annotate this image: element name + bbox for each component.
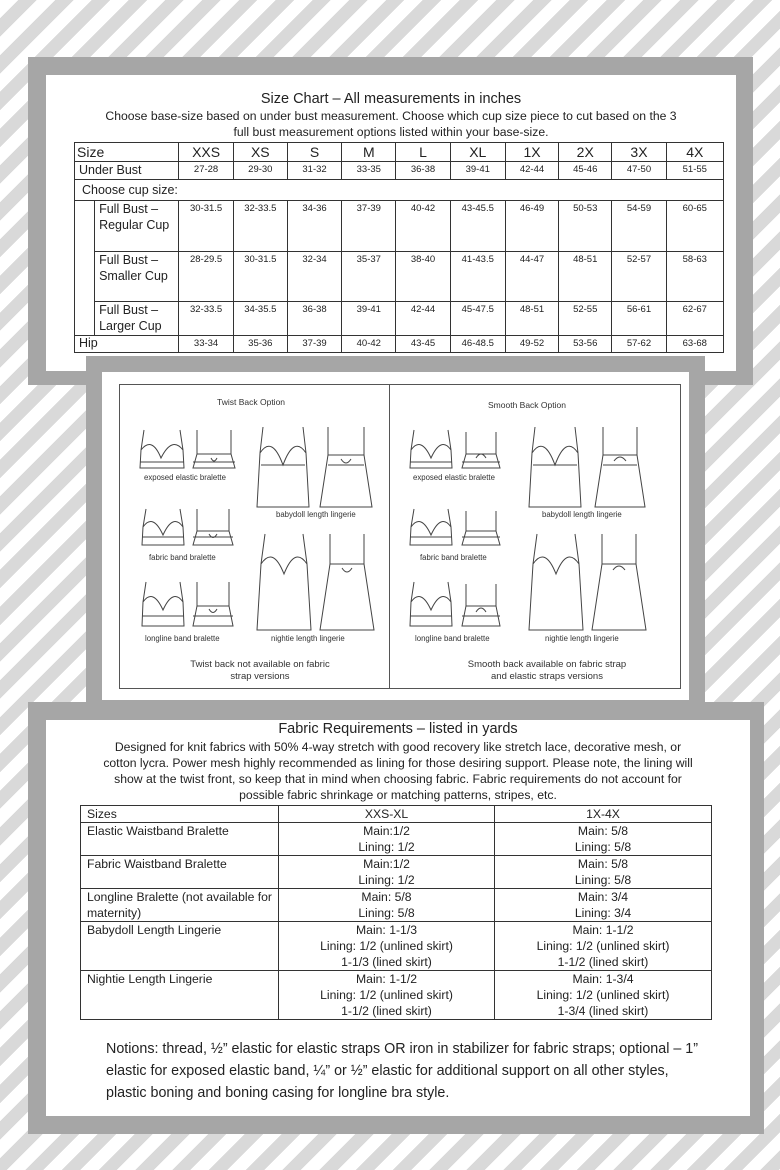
fabric-line: Lining: 1/2 (unlined skirt) [320, 988, 453, 1002]
hip-label: Hip [75, 336, 179, 353]
table-cell: 30-31.5 [179, 201, 233, 252]
table-cell: 32-33.5 [233, 201, 287, 252]
smooth-back-title: Smooth Back Option [488, 400, 566, 410]
fabric-line: Lining: 5/8 [574, 840, 632, 854]
table-cell: 37-39 [287, 336, 341, 353]
table-cell: 31-32 [287, 162, 341, 180]
fabric-row-name: Longline Bralette (not available for maternity) [81, 889, 279, 922]
fabric-line: Main: 5/8 [577, 824, 629, 838]
fabric-cell-plus [495, 971, 712, 1020]
fabric-line: Lining: 5/8 [358, 906, 415, 920]
smooth-elastic-label: exposed elastic bralette [413, 473, 495, 482]
smooth-elastic-bralette-front [408, 428, 454, 470]
fabric-cell-small [279, 922, 495, 971]
larger-cup-label: Full Bust – Larger Cup [95, 302, 179, 336]
table-cell: 63-68 [666, 336, 723, 353]
table-cell: 29-30 [233, 162, 287, 180]
table-cell: 30-31.5 [233, 252, 287, 302]
fabric-line: Main:1/2 [363, 857, 410, 871]
indent-cell [75, 201, 95, 336]
under-bust-label: Under Bust [75, 162, 179, 180]
fabric-cell-plus [495, 856, 712, 889]
choose-cup-row [75, 180, 724, 201]
fabric-header-xxs-xl: XXS-XL [279, 806, 495, 823]
fabric-cell-plus [495, 922, 712, 971]
fabric-line: Main: 5/8 [577, 857, 629, 871]
table-cell: 49-52 [505, 336, 558, 353]
table-cell: 33-35 [342, 162, 396, 180]
size-cell: 2X [559, 143, 612, 162]
size-chart-subtitle: Choose base-size based on under bust measurement. Choose which cup size piece to cut based on the 3 full bust measurement options listed within your base-size. [105, 109, 677, 139]
table-cell: 45-46 [559, 162, 612, 180]
table-cell: 43-45 [396, 336, 450, 353]
fabric-line: Lining: 1/2 [358, 840, 415, 854]
fabric-row-name: Fabric Waistband Bralette [81, 856, 279, 889]
fabric-row-band [81, 856, 712, 889]
fabric-line: Lining: 1/2 (unlined skirt) [320, 939, 453, 953]
choose-cup-label: Choose cup size: [75, 180, 724, 201]
table-cell: 48-51 [505, 302, 558, 336]
fabric-table [80, 805, 712, 1020]
table-cell: 48-51 [559, 252, 612, 302]
size-cell: S [287, 143, 341, 162]
twist-longline-bralette-front [140, 580, 186, 628]
smooth-nightie-label: nightie length lingerie [545, 634, 619, 643]
table-cell: 36-38 [287, 302, 341, 336]
table-cell: 53-56 [559, 336, 612, 353]
smooth-nightie-front [527, 532, 585, 632]
table-cell: 56-61 [612, 302, 666, 336]
fabric-line: Main: 1-1/3 [356, 923, 417, 937]
table-cell: 35-37 [342, 252, 396, 302]
table-cell: 51-55 [666, 162, 723, 180]
size-cell: XXS [179, 143, 233, 162]
table-cell: 46-48.5 [450, 336, 505, 353]
table-cell: 39-41 [342, 302, 396, 336]
smooth-back-note: Smooth back available on fabric strap and elastic straps versions [467, 659, 627, 682]
smooth-band-label: fabric band bralette [420, 553, 487, 562]
fabric-line: Main:1/2 [363, 824, 410, 838]
table-cell: 42-44 [505, 162, 558, 180]
under-bust-row [75, 162, 724, 180]
twist-elastic-bralette-back [191, 428, 237, 470]
fabric-row-name: Nightie Length Lingerie [81, 971, 279, 1020]
fabric-cell-small [279, 889, 495, 922]
size-cell: 4X [666, 143, 723, 162]
table-cell: 57-62 [612, 336, 666, 353]
size-chart-title: Size Chart – All measurements in inches [260, 91, 522, 107]
table-cell: 54-59 [612, 201, 666, 252]
twist-back-title: Twist Back Option [217, 397, 286, 407]
larger-cup-row [75, 302, 724, 336]
table-cell: 44-47 [505, 252, 558, 302]
fabric-row-name: Elastic Waistband Bralette [81, 823, 279, 856]
size-cell: XS [233, 143, 287, 162]
fabric-title: Fabric Requirements – listed in yards [278, 721, 518, 737]
smooth-babydoll-back [593, 425, 647, 510]
notions-text: Notions: thread, ½” elastic for elastic straps OR iron in stabilizer for fabric straps; optional – 1” elastic for exposed elastic band, ¼” or ½” elastic for additional support on all other styles, plastic boning and boning casing for longline bra style. [106, 1041, 698, 1101]
table-cell: 50-53 [559, 201, 612, 252]
fabric-line: Main: 5/8 [361, 890, 412, 904]
hip-row [75, 336, 724, 353]
table-cell: 32-33.5 [179, 302, 233, 336]
fabric-row-nightie [81, 971, 712, 1020]
table-cell: 40-42 [342, 336, 396, 353]
fabric-line: Lining: 1/2 (unlined skirt) [536, 988, 670, 1002]
smooth-longline-bralette-front [408, 580, 454, 628]
table-cell: 46-49 [505, 201, 558, 252]
size-cell: L [396, 143, 450, 162]
table-cell: 34-35.5 [233, 302, 287, 336]
fabric-header-1x-4x: 1X-4X [495, 806, 712, 823]
fabric-line: Main: 1-1/2 [572, 923, 634, 937]
fabric-line: 1-3/4 (lined skirt) [557, 1004, 649, 1018]
smooth-nightie-back [590, 532, 648, 632]
fabric-line: Lining: 1/2 [358, 873, 415, 887]
fabric-line: Main: 1-1/2 [356, 972, 417, 986]
smaller-cup-label: Full Bust – Smaller Cup [95, 252, 179, 302]
twist-elastic-label: exposed elastic bralette [144, 473, 226, 482]
table-cell: 28-29.5 [179, 252, 233, 302]
fabric-row-name: Babydoll Length Lingerie [81, 922, 279, 971]
table-cell: 39-41 [450, 162, 505, 180]
regular-cup-row [75, 201, 724, 252]
smooth-babydoll-front [527, 425, 583, 510]
twist-nightie-label: nightie length lingerie [271, 634, 345, 643]
table-cell: 60-65 [666, 201, 723, 252]
fabric-line: Lining: 5/8 [574, 873, 632, 887]
twist-band-bralette-front [140, 507, 186, 547]
twist-nightie-back [318, 532, 376, 632]
smaller-cup-row [75, 252, 724, 302]
twist-band-label: fabric band bralette [149, 553, 216, 562]
table-cell: 38-40 [396, 252, 450, 302]
size-cell: 3X [612, 143, 666, 162]
size-cell: M [342, 143, 396, 162]
fabric-header-sizes: Sizes [81, 806, 279, 823]
fabric-line: Main: 3/4 [577, 890, 629, 904]
regular-cup-label: Full Bust – Regular Cup [95, 201, 179, 252]
table-cell: 33-34 [179, 336, 233, 353]
fabric-cell-plus [495, 889, 712, 922]
twist-babydoll-label: babydoll length lingerie [276, 510, 356, 519]
table-cell: 34-36 [287, 201, 341, 252]
table-cell: 62-67 [666, 302, 723, 336]
table-cell: 32-34 [287, 252, 341, 302]
diagram-divider [389, 384, 390, 689]
smooth-longline-label: longline band bralette [415, 634, 490, 643]
twist-elastic-bralette-front [138, 428, 186, 470]
table-cell: 35-36 [233, 336, 287, 353]
table-cell: 42-44 [396, 302, 450, 336]
table-cell: 45-47.5 [450, 302, 505, 336]
fabric-row-babydoll [81, 922, 712, 971]
table-cell: 58-63 [666, 252, 723, 302]
fabric-row-longline [81, 889, 712, 922]
fabric-line: Lining: 1/2 (unlined skirt) [536, 939, 670, 953]
fabric-line: Main: 1-3/4 [572, 972, 634, 986]
fabric-cell-small [279, 971, 495, 1020]
smooth-longline-bralette-back [460, 582, 502, 628]
twist-back-note: Twist back not available on fabric strap versions [190, 659, 330, 682]
smooth-band-bralette-back [460, 509, 502, 547]
fabric-line: 1-1/3 (lined skirt) [341, 955, 432, 969]
table-cell: 27-28 [179, 162, 233, 180]
table-cell: 41-43.5 [450, 252, 505, 302]
size-cell: XL [450, 143, 505, 162]
table-cell: 52-55 [559, 302, 612, 336]
table-cell: 40-42 [396, 201, 450, 252]
twist-longline-bralette-back [191, 580, 235, 628]
size-chart-table [74, 142, 724, 353]
twist-band-bralette-back [191, 507, 235, 547]
size-cell: 1X [505, 143, 558, 162]
twist-babydoll-front [255, 425, 311, 510]
fabric-cell-small [279, 823, 495, 856]
fabric-row-elastic [81, 823, 712, 856]
twist-longline-label: longline band bralette [145, 634, 220, 643]
fabric-cell-small [279, 856, 495, 889]
table-cell: 36-38 [396, 162, 450, 180]
fabric-line: 1-1/2 (lined skirt) [557, 955, 649, 969]
size-label: Size [75, 143, 179, 162]
fabric-cell-plus [495, 823, 712, 856]
fabric-header-row [81, 806, 712, 823]
fabric-intro: Designed for knit fabrics with 50% 4-way stretch with good recovery like stretch lace, decorative mesh, or cotton lycra. Power mesh highly recommended as lining for those desiring support. Please note, the lining will show at the twist front, so keep that in mind when choosing fabric. Fabric requirements do not account for possible fabric shrinkage or matching patterns, stripes, etc. [103, 740, 693, 802]
fabric-line: Lining: 3/4 [574, 906, 632, 920]
table-cell: 43-45.5 [450, 201, 505, 252]
table-cell: 52-57 [612, 252, 666, 302]
twist-babydoll-back [318, 425, 374, 510]
table-cell: 37-39 [342, 201, 396, 252]
fabric-line: 1-1/2 (lined skirt) [341, 1004, 432, 1018]
smooth-band-bralette-front [408, 507, 454, 547]
smooth-elastic-bralette-back [460, 430, 502, 470]
smooth-babydoll-label: babydoll length lingerie [542, 510, 622, 519]
twist-nightie-front [255, 532, 313, 632]
table-cell: 47-50 [612, 162, 666, 180]
size-row [75, 143, 724, 162]
